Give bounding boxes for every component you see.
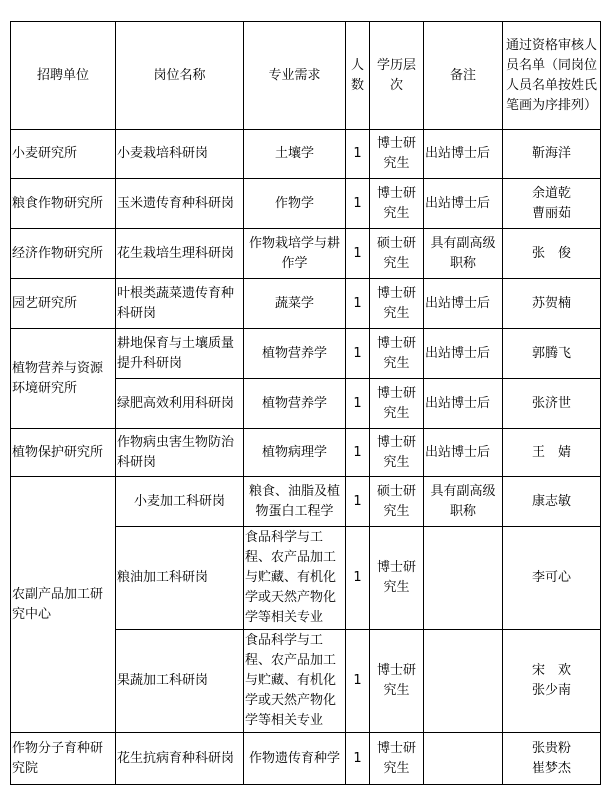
header-position: 岗位名称 <box>116 22 244 130</box>
cell-position: 小麦栽培科研岗 <box>116 130 244 179</box>
cell-position: 作物病虫害生物防治科研岗 <box>116 429 244 477</box>
cell-count: 1 <box>346 179 370 229</box>
header-unit: 招聘单位 <box>11 22 116 130</box>
cell-remark: 具有副高级职称 <box>424 229 503 279</box>
table-row <box>11 733 601 785</box>
cell-remark: 出站博士后 <box>424 379 503 429</box>
cell-candidates: 靳海洋 <box>503 130 601 179</box>
cell-major: 植物营养学 <box>244 329 346 379</box>
cell-candidates: 张贵粉 崔梦杰 <box>503 733 601 785</box>
cell-position: 粮油加工科研岗 <box>116 527 244 630</box>
cell-unit: 植物营养与资源环境研究所 <box>11 329 116 429</box>
header-row <box>11 22 601 130</box>
cell-education: 硕士研究生 <box>370 477 424 527</box>
cell-candidates: 张 俊 <box>503 229 601 279</box>
cell-unit: 植物保护研究所 <box>11 429 116 477</box>
cell-education: 博士研究生 <box>370 179 424 229</box>
table-row <box>11 329 601 379</box>
cell-position: 叶根类蔬菜遗传育种科研岗 <box>116 279 244 329</box>
table-row <box>11 130 601 179</box>
cell-candidates: 宋 欢 张少南 <box>503 630 601 733</box>
cell-candidates: 康志敏 <box>503 477 601 527</box>
cell-position: 花生栽培生理科研岗 <box>116 229 244 279</box>
table-row <box>11 429 601 477</box>
cell-candidates: 李可心 <box>503 527 601 630</box>
cell-education: 博士研究生 <box>370 527 424 630</box>
cell-remark: 出站博士后 <box>424 329 503 379</box>
cell-position: 花生抗病育种科研岗 <box>116 733 244 785</box>
header-education: 学历层次 <box>370 22 424 130</box>
cell-count: 1 <box>346 733 370 785</box>
cell-education: 博士研究生 <box>370 279 424 329</box>
cell-position: 玉米遗传育种科研岗 <box>116 179 244 229</box>
table-row <box>11 279 601 329</box>
cell-major: 作物栽培学与耕作学 <box>244 229 346 279</box>
cell-major: 植物病理学 <box>244 429 346 477</box>
cell-unit: 经济作物研究所 <box>11 229 116 279</box>
cell-remark: 出站博士后 <box>424 179 503 229</box>
cell-position: 绿肥高效利用科研岗 <box>116 379 244 429</box>
cell-unit: 作物分子育种研究院 <box>11 733 116 785</box>
cell-education: 博士研究生 <box>370 130 424 179</box>
header-remark: 备注 <box>424 22 503 130</box>
cell-position: 小麦加工科研岗 <box>116 477 244 527</box>
cell-remark: 出站博士后 <box>424 279 503 329</box>
header-major: 专业需求 <box>244 22 346 130</box>
cell-count: 1 <box>346 130 370 179</box>
cell-candidates: 余道乾 曹丽茹 <box>503 179 601 229</box>
cell-count: 1 <box>346 229 370 279</box>
cell-count: 1 <box>346 279 370 329</box>
cell-remark: 出站博士后 <box>424 429 503 477</box>
cell-major: 食品科学与工程、农产品加工与贮藏、有机化学或天然产物化学等相关专业 <box>244 527 346 630</box>
cell-major: 植物营养学 <box>244 379 346 429</box>
cell-remark: 具有副高级职称 <box>424 477 503 527</box>
qualification-table <box>10 21 601 785</box>
cell-unit: 农副产品加工研究中心 <box>11 477 116 733</box>
cell-unit: 园艺研究所 <box>11 279 116 329</box>
cell-count: 1 <box>346 477 370 527</box>
table-row <box>11 229 601 279</box>
cell-unit: 粮食作物研究所 <box>11 179 116 229</box>
cell-position: 果蔬加工科研岗 <box>116 630 244 733</box>
cell-education: 博士研究生 <box>370 379 424 429</box>
header-candidates: 通过资格审核人员名单（同岗位人员名单按姓氏笔画为序排列） <box>503 22 601 130</box>
table-row <box>11 477 601 527</box>
cell-major: 食品科学与工程、农产品加工与贮藏、有机化学或天然产物化学等相关专业 <box>244 630 346 733</box>
cell-candidates: 张济世 <box>503 379 601 429</box>
header-count: 人数 <box>346 22 370 130</box>
cell-major: 粮食、油脂及植物蛋白工程学 <box>244 477 346 527</box>
cell-major: 作物遗传育种学 <box>244 733 346 785</box>
cell-major: 土壤学 <box>244 130 346 179</box>
cell-major: 蔬菜学 <box>244 279 346 329</box>
cell-remark <box>424 527 503 630</box>
cell-count: 1 <box>346 329 370 379</box>
cell-count: 1 <box>346 630 370 733</box>
cell-unit: 小麦研究所 <box>11 130 116 179</box>
cell-education: 博士研究生 <box>370 733 424 785</box>
cell-candidates: 郭腾飞 <box>503 329 601 379</box>
table-row <box>11 179 601 229</box>
cell-remark <box>424 733 503 785</box>
cell-education: 硕士研究生 <box>370 229 424 279</box>
cell-remark <box>424 630 503 733</box>
cell-position: 耕地保育与土壤质量提升科研岗 <box>116 329 244 379</box>
cell-major: 作物学 <box>244 179 346 229</box>
cell-education: 博士研究生 <box>370 329 424 379</box>
cell-remark: 出站博士后 <box>424 130 503 179</box>
cell-candidates: 王 婧 <box>503 429 601 477</box>
cell-count: 1 <box>346 527 370 630</box>
cell-count: 1 <box>346 379 370 429</box>
cell-education: 博士研究生 <box>370 429 424 477</box>
cell-candidates: 苏贺楠 <box>503 279 601 329</box>
cell-count: 1 <box>346 429 370 477</box>
cell-education: 博士研究生 <box>370 630 424 733</box>
